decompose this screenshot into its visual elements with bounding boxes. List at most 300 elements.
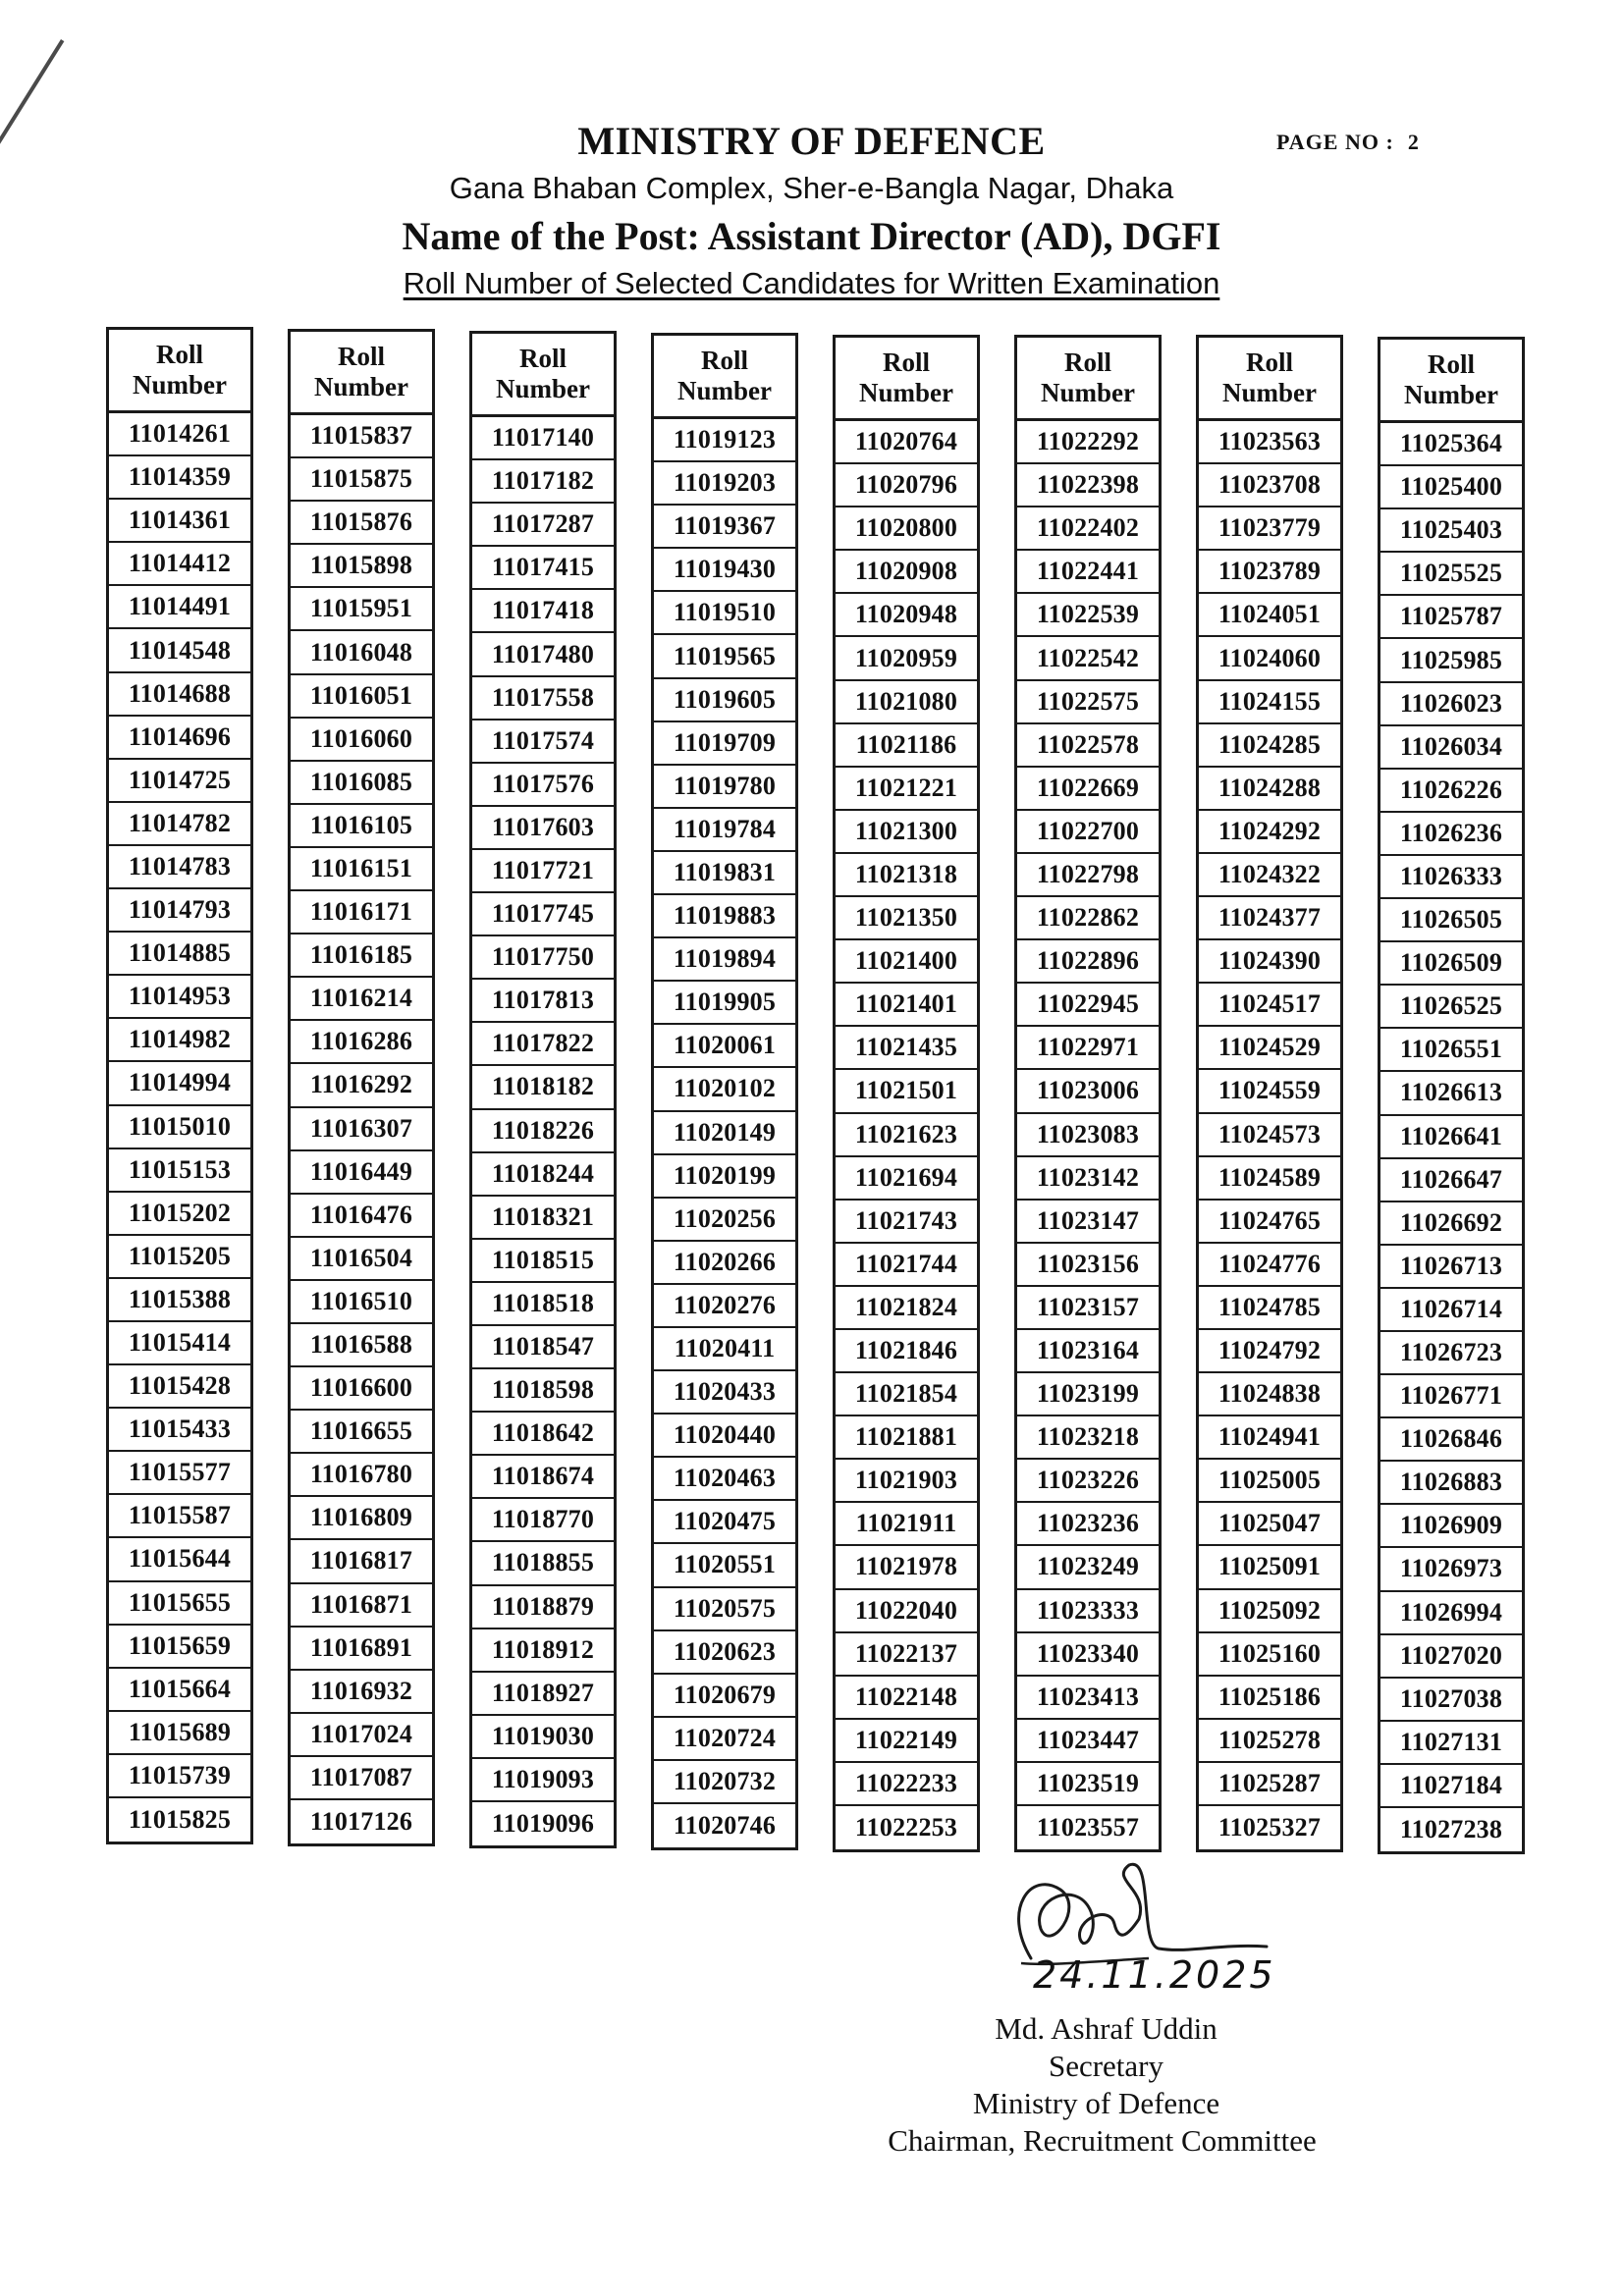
roll-number-cell: 11015388	[109, 1279, 250, 1322]
roll-number-cell: 11020276	[654, 1285, 795, 1328]
roll-number-cell: 11024589	[1199, 1157, 1340, 1201]
column-header	[472, 334, 614, 417]
roll-number-cell: 11022149	[836, 1720, 977, 1763]
roll-number-cell: 11015837	[291, 415, 432, 458]
roll-number-cell: 11021221	[836, 768, 977, 811]
roll-number-cell: 11020764	[836, 421, 977, 464]
roll-number-cell: 11024941	[1199, 1416, 1340, 1460]
roll-number-cell: 11015664	[109, 1669, 250, 1712]
column-header-line2: Number	[859, 378, 953, 407]
roll-number-cell: 11016809	[291, 1497, 432, 1540]
column-header-line1: Roll	[518, 344, 567, 373]
roll-number-cell: 11016817	[291, 1540, 432, 1583]
roll-number-cell: 11016085	[291, 762, 432, 805]
roll-number-cell: 11017087	[291, 1757, 432, 1800]
roll-number-cell: 11027020	[1380, 1635, 1522, 1679]
roll-number-cell: 11026509	[1380, 942, 1522, 986]
roll-number-cell: 11019894	[654, 938, 795, 982]
roll-number-cell: 11017140	[472, 417, 614, 460]
roll-number-cell: 11026023	[1380, 683, 1522, 726]
column-header-line2: Number	[1404, 380, 1498, 409]
roll-number-cell: 11025364	[1380, 423, 1522, 466]
roll-number-cell: 11023779	[1199, 507, 1340, 551]
page-number-value: 2	[1407, 130, 1420, 154]
roll-number-cell: 11023147	[1017, 1201, 1159, 1244]
roll-number-cell: 11026551	[1380, 1029, 1522, 1072]
roll-number-cell: 11016476	[291, 1195, 432, 1238]
roll-number-cell: 11015825	[128, 1805, 232, 1835]
roll-number-cell: 11014359	[109, 456, 250, 500]
roll-number-cell: 11025403	[1380, 509, 1522, 553]
roll-number-cell: 11023226	[1017, 1460, 1159, 1503]
roll-number-cell: 11024776	[1199, 1244, 1340, 1287]
roll-number-cell: 11017750	[472, 936, 614, 980]
roll-number-cell: 11020948	[836, 594, 977, 637]
roll-number-cell: 11021435	[836, 1027, 977, 1070]
roll-number-cell: 11014953	[109, 976, 250, 1019]
roll-number-cell: 11020679	[654, 1675, 795, 1718]
roll-number-cell: 11014725	[109, 760, 250, 803]
roll-number-cell: 11018879	[472, 1586, 614, 1629]
roll-number-cell: 11022148	[836, 1677, 977, 1720]
roll-number-cell: 11027184	[1380, 1765, 1522, 1808]
roll-number-cell: 11023413	[1017, 1677, 1159, 1720]
roll-number-cell: 11015433	[109, 1409, 250, 1452]
roll-number-cell: 11016871	[291, 1584, 432, 1628]
roll-number-cell: 11022669	[1017, 768, 1159, 811]
roll-number-cell: 11014412	[109, 543, 250, 586]
roll-number-cell: 11018912	[472, 1629, 614, 1673]
roll-number-cell: 11026714	[1380, 1289, 1522, 1332]
roll-number-cell: 11015644	[109, 1538, 250, 1581]
roll-number-cell: 11023249	[1017, 1546, 1159, 1589]
ministry-title: MINISTRY OF DEFENCE	[577, 119, 1046, 163]
roll-number-cell: 11018642	[472, 1413, 614, 1456]
roll-number-cell: 11025005	[1199, 1460, 1340, 1503]
roll-number-cell: 11018515	[472, 1240, 614, 1283]
roll-number-cell: 11023164	[1017, 1330, 1159, 1373]
roll-number-cell: 11014782	[109, 803, 250, 846]
roll-number-cell: 11023142	[1017, 1157, 1159, 1201]
signatory-name: Md. Ashraf Uddin	[995, 2011, 1217, 2046]
column-header-line1: Roll	[1245, 347, 1293, 377]
roll-number-cell: 11020061	[654, 1025, 795, 1068]
roll-number-cell: 11026505	[1380, 899, 1522, 942]
roll-number-cell: 11017418	[472, 590, 614, 633]
roll-number-cell: 11017558	[472, 677, 614, 721]
roll-number-cell: 11015202	[109, 1193, 250, 1236]
roll-number-cell: 11016051	[291, 675, 432, 719]
roll-number-cell: 11026034	[1380, 726, 1522, 770]
roll-number-cell: 11020800	[836, 507, 977, 551]
signatory-committee: Chairman, Recruitment Committee	[888, 2123, 1317, 2158]
roll-number-cell: 11024517	[1199, 984, 1340, 1027]
roll-number-cell: 11014793	[109, 889, 250, 933]
roll-number-cell: 11020724	[654, 1718, 795, 1761]
roll-number-cell: 11022542	[1017, 637, 1159, 680]
roll-number-cell: 11020411	[654, 1328, 795, 1371]
roll-number-cell: 11026525	[1380, 986, 1522, 1029]
roll-number-cell: 11019510	[654, 592, 795, 635]
roll-number-cell: 11021824	[836, 1287, 977, 1330]
roll-number-cell: 11026713	[1380, 1246, 1522, 1289]
roll-number-cell: 11019096	[491, 1809, 595, 1839]
column-header-line1: Roll	[337, 342, 385, 371]
roll-number-cell: 11019780	[654, 766, 795, 809]
roll-number-cell: 11016060	[291, 719, 432, 762]
roll-number-cell: 11016891	[291, 1628, 432, 1671]
roll-column	[288, 329, 435, 1846]
signatory-ministry: Ministry of Defence	[972, 2086, 1220, 2120]
roll-number-cell: 11022700	[1017, 811, 1159, 854]
roll-number-cell: 11019093	[472, 1759, 614, 1802]
roll-number-cell: 11024051	[1199, 594, 1340, 637]
roll-number-cell: 11018855	[472, 1542, 614, 1585]
roll-number-cell: 11024573	[1199, 1114, 1340, 1157]
roll-number-cell: 11021903	[836, 1460, 977, 1503]
roll-number-cell: 11024838	[1199, 1373, 1340, 1416]
roll-number-cell: 11023447	[1017, 1720, 1159, 1763]
roll-number-cell: 11015205	[109, 1236, 250, 1279]
post-name: Name of the Post: Assistant Director (AD), DGFI	[402, 214, 1221, 258]
column-header-line1: Roll	[1063, 347, 1111, 377]
roll-number-cell: 11024390	[1199, 940, 1340, 984]
roll-number-cell: 11014783	[109, 846, 250, 889]
roll-number-cell: 11017813	[472, 980, 614, 1023]
column-header-line2: Number	[1041, 378, 1135, 407]
roll-number-cell: 11019905	[654, 982, 795, 1025]
column-header	[1017, 338, 1159, 421]
roll-number-cell: 11016214	[291, 978, 432, 1021]
roll-number-cell: 11021318	[836, 854, 977, 897]
roll-number-cell: 11024155	[1199, 681, 1340, 724]
roll-number-cell: 11026333	[1380, 856, 1522, 899]
roll-number-cell: 11021846	[836, 1330, 977, 1373]
roll-number-cell: 11026771	[1380, 1375, 1522, 1418]
roll-number-cell: 11016307	[291, 1108, 432, 1151]
roll-number-cell: 11020102	[654, 1068, 795, 1111]
roll-number-cell: 11016292	[291, 1064, 432, 1107]
roll-number-cell: 11023519	[1017, 1763, 1159, 1806]
roll-number-cell: 11022441	[1017, 551, 1159, 594]
roll-number-cell: 11015153	[109, 1149, 250, 1193]
roll-number-cell: 11023340	[1017, 1633, 1159, 1677]
roll-number-cell: 11026883	[1380, 1462, 1522, 1505]
roll-number-cell: 11017415	[472, 547, 614, 590]
roll-number-cell: 11015876	[291, 502, 432, 545]
roll-number-cell: 11014885	[109, 933, 250, 976]
roll-number-cell: 11020475	[654, 1501, 795, 1544]
roll-number-cell: 11016780	[291, 1454, 432, 1497]
roll-number-cell: 11016504	[291, 1238, 432, 1281]
column-header	[836, 338, 977, 421]
roll-number-cell: 11015010	[109, 1106, 250, 1149]
roll-number-cell: 11020623	[654, 1631, 795, 1675]
roll-number-cell: 11015875	[291, 458, 432, 502]
roll-number-cell: 11021401	[836, 984, 977, 1027]
column-header	[654, 336, 795, 419]
roll-number-cell: 11014994	[109, 1062, 250, 1105]
roll-number-cell: 11019831	[654, 852, 795, 895]
roll-number-cell: 11022040	[836, 1590, 977, 1633]
column-header-line2: Number	[314, 372, 408, 401]
roll-number-cell: 11024377	[1199, 897, 1340, 940]
roll-number-cell: 11016105	[291, 805, 432, 848]
roll-number-cell: 11023789	[1199, 551, 1340, 594]
roll-number-cell: 11023006	[1017, 1070, 1159, 1113]
roll-number-cell: 11019430	[654, 549, 795, 592]
roll-number-cell: 11017287	[472, 504, 614, 547]
column-header-line2: Number	[677, 376, 772, 405]
roll-number-cell: 11018518	[472, 1283, 614, 1326]
roll-column	[1378, 337, 1525, 1854]
roll-number-cell: 11025787	[1380, 596, 1522, 639]
roll-number-cell: 11018927	[472, 1673, 614, 1716]
roll-number-cell: 11020959	[836, 637, 977, 680]
roll-number-cell: 11022578	[1017, 724, 1159, 768]
roll-number-cell: 11018244	[472, 1153, 614, 1197]
roll-number-cell: 11016600	[291, 1367, 432, 1411]
roll-number-cell: 11022233	[836, 1763, 977, 1806]
roll-number-cell: 11017721	[472, 850, 614, 893]
column-header	[291, 332, 432, 415]
signatory-title: Secretary	[1048, 2049, 1164, 2083]
roll-number-cell: 11027038	[1380, 1679, 1522, 1722]
roll-number-cell: 11019883	[654, 895, 795, 938]
roll-number-cell: 11025160	[1199, 1633, 1340, 1677]
roll-number-cell: 11018598	[472, 1369, 614, 1413]
column-header-line2: Number	[496, 374, 590, 403]
column-header-line2: Number	[1222, 378, 1317, 407]
roll-number-cell: 11024060	[1199, 637, 1340, 680]
roll-number-cell: 11024559	[1199, 1070, 1340, 1113]
roll-number-cell: 11024765	[1199, 1201, 1340, 1244]
roll-number-cell: 11024792	[1199, 1330, 1340, 1373]
column-header-line1: Roll	[155, 340, 203, 369]
roll-number-cell: 11023156	[1017, 1244, 1159, 1287]
roll-number-cell: 11021350	[836, 897, 977, 940]
roll-number-cell: 11014982	[109, 1019, 250, 1062]
column-header-line1: Roll	[700, 346, 748, 375]
roll-number-cell: 11025091	[1199, 1546, 1340, 1589]
roll-number-cell: 11026647	[1380, 1159, 1522, 1202]
column-header-line2: Number	[133, 370, 227, 400]
roll-number-cell: 11022971	[1017, 1027, 1159, 1070]
roll-number-cell: 11015655	[109, 1582, 250, 1626]
roll-number-cell: 11024285	[1199, 724, 1340, 768]
roll-number-cell: 11025327	[1217, 1813, 1322, 1842]
roll-number-cell: 11016510	[291, 1281, 432, 1324]
roll-number-cell: 11020732	[654, 1761, 795, 1804]
roll-number-cell: 11024288	[1199, 768, 1340, 811]
roll-number-cell: 11014696	[109, 717, 250, 760]
roll-number-cell: 11014688	[109, 673, 250, 717]
roll-number-cell: 11017182	[472, 460, 614, 504]
roll-number-cell: 11026236	[1380, 813, 1522, 856]
roll-number-cell: 11019123	[654, 419, 795, 462]
roll-number-cell: 11017574	[472, 721, 614, 764]
roll-number-cell: 11019030	[472, 1716, 614, 1759]
roll-number-cell: 11020908	[836, 551, 977, 594]
roll-number-cell: 11016185	[291, 934, 432, 978]
roll-number-cell: 11017822	[472, 1023, 614, 1066]
roll-number-cell: 11025278	[1199, 1720, 1340, 1763]
roll-number-cell: 11024529	[1199, 1027, 1340, 1070]
roll-number-cell: 11016932	[291, 1671, 432, 1714]
roll-number-cell: 11017126	[309, 1807, 413, 1837]
roll-number-cell: 11026613	[1380, 1072, 1522, 1115]
roll-number-cell: 11016588	[291, 1324, 432, 1367]
roll-number-cell: 11017745	[472, 893, 614, 936]
roll-number-cell: 11023236	[1017, 1503, 1159, 1546]
roll-column	[1196, 335, 1343, 1852]
roll-number-cell: 11021300	[836, 811, 977, 854]
roll-number-cell: 11020256	[654, 1199, 795, 1242]
roll-number-cell: 11026226	[1380, 770, 1522, 813]
roll-number-cell: 11025092	[1199, 1590, 1340, 1633]
roll-number-cell: 11015414	[109, 1322, 250, 1365]
roll-number-cell: 11020746	[673, 1811, 777, 1841]
roll-number-cell: 11015689	[109, 1712, 250, 1755]
roll-number-cell: 11021623	[836, 1114, 977, 1157]
signature-date: 24.11.2025	[1033, 1953, 1276, 1997]
roll-number-cell: 11023157	[1017, 1287, 1159, 1330]
roll-number-cell: 11014491	[109, 586, 250, 629]
roll-number-cell: 11022402	[1017, 507, 1159, 551]
document-header	[0, 116, 1623, 304]
roll-number-cell: 11015587	[109, 1495, 250, 1538]
roll-number-cell: 11022798	[1017, 854, 1159, 897]
column-header-line1: Roll	[882, 347, 930, 377]
roll-number-cell: 11022292	[1017, 421, 1159, 464]
roll-number-cell: 11025287	[1199, 1763, 1340, 1806]
roll-number-cell: 11026641	[1380, 1116, 1522, 1159]
roll-column	[833, 335, 980, 1852]
roll-number-cell: 11021400	[836, 940, 977, 984]
roll-number-cell: 11014261	[109, 413, 250, 456]
roll-number-cell: 11016286	[291, 1021, 432, 1064]
roll-number-cell: 11025400	[1380, 466, 1522, 509]
roll-number-cell: 11023708	[1199, 464, 1340, 507]
roll-number-cell: 11015577	[109, 1452, 250, 1495]
roll-number-cell: 11022896	[1017, 940, 1159, 984]
roll-number-cell: 11018226	[472, 1110, 614, 1153]
roll-number-cell: 11018770	[472, 1499, 614, 1542]
roll-number-cell: 11020433	[654, 1371, 795, 1415]
roll-number-cell: 11026909	[1380, 1505, 1522, 1548]
roll-number-cell: 11017024	[291, 1714, 432, 1757]
roll-number-cell: 11022575	[1017, 681, 1159, 724]
roll-number-cell: 11020463	[654, 1458, 795, 1501]
roll-number-cell: 11021854	[836, 1373, 977, 1416]
roll-number-cell: 11015739	[109, 1755, 250, 1798]
roll-number-cell: 11026692	[1380, 1202, 1522, 1246]
list-subtitle: Roll Number of Selected Candidates for Written Examination	[403, 266, 1220, 300]
roll-number-cell: 11015428	[109, 1365, 250, 1409]
roll-number-cell: 11020551	[654, 1544, 795, 1587]
roll-number-cell: 11016048	[291, 631, 432, 674]
roll-number-cell: 11023333	[1017, 1590, 1159, 1633]
roll-number-cell: 11019784	[654, 809, 795, 852]
roll-number-cell: 11020575	[654, 1588, 795, 1631]
roll-number-cell: 11022137	[836, 1633, 977, 1677]
column-header	[1199, 338, 1340, 421]
roll-number-cell: 11022398	[1017, 464, 1159, 507]
roll-number-cell: 11018182	[472, 1066, 614, 1109]
column-header-line1: Roll	[1427, 349, 1475, 379]
roll-number-cell: 11021501	[836, 1070, 977, 1113]
roll-number-cell: 11024785	[1199, 1287, 1340, 1330]
roll-number-cell: 11014548	[109, 629, 250, 672]
roll-number-cell: 11015659	[109, 1626, 250, 1669]
roll-number-cell: 11023563	[1199, 421, 1340, 464]
roll-number-tables	[106, 327, 1540, 1858]
roll-number-cell: 11019203	[654, 462, 795, 506]
roll-number-cell: 11019709	[654, 722, 795, 766]
roll-number-cell: 11021080	[836, 681, 977, 724]
roll-number-cell: 11020266	[654, 1242, 795, 1285]
roll-number-cell: 11015951	[291, 588, 432, 631]
roll-number-cell: 11025525	[1380, 553, 1522, 596]
roll-number-cell: 11017576	[472, 764, 614, 807]
roll-number-cell: 11020796	[836, 464, 977, 507]
roll-number-cell: 11018674	[472, 1456, 614, 1499]
roll-number-cell: 11021743	[836, 1201, 977, 1244]
roll-number-cell: 11021911	[836, 1503, 977, 1546]
roll-number-cell: 11016171	[291, 891, 432, 934]
roll-number-cell: 11026994	[1380, 1592, 1522, 1635]
ministry-address: Gana Bhaban Complex, Sher-e-Bangla Nagar, Dhaka	[449, 171, 1174, 205]
roll-number-cell: 11018321	[472, 1197, 614, 1240]
roll-number-cell: 11023199	[1017, 1373, 1159, 1416]
roll-number-cell: 11019605	[654, 679, 795, 722]
roll-column	[1014, 335, 1162, 1852]
roll-column	[469, 331, 617, 1848]
roll-number-cell: 11023557	[1036, 1813, 1140, 1842]
roll-number-cell: 11016655	[291, 1411, 432, 1454]
roll-number-cell: 11016151	[291, 848, 432, 891]
roll-number-cell: 11024322	[1199, 854, 1340, 897]
roll-number-cell: 11020149	[654, 1112, 795, 1155]
signatory-block	[0, 2010, 1623, 2160]
column-header	[1380, 340, 1522, 423]
roll-column	[106, 327, 253, 1844]
roll-number-cell: 11021694	[836, 1157, 977, 1201]
roll-number-cell: 11021881	[836, 1416, 977, 1460]
roll-number-cell: 11022945	[1017, 984, 1159, 1027]
roll-number-cell: 11021186	[836, 724, 977, 768]
roll-number-cell: 11022862	[1017, 897, 1159, 940]
roll-number-cell: 11017603	[472, 807, 614, 850]
roll-number-cell: 11023083	[1017, 1114, 1159, 1157]
roll-number-cell: 11026973	[1380, 1548, 1522, 1591]
roll-number-cell: 11026846	[1380, 1418, 1522, 1462]
roll-number-cell: 11019565	[654, 635, 795, 678]
page-number-label: PAGE NO :	[1276, 130, 1394, 154]
roll-column	[651, 333, 798, 1850]
roll-number-cell: 11020440	[654, 1415, 795, 1458]
roll-number-cell: 11022253	[854, 1813, 958, 1842]
roll-number-cell: 11024292	[1199, 811, 1340, 854]
roll-number-cell: 11027131	[1380, 1722, 1522, 1765]
roll-number-cell: 11022539	[1017, 594, 1159, 637]
roll-number-cell: 11025985	[1380, 639, 1522, 682]
roll-number-cell: 11017480	[472, 633, 614, 676]
roll-number-cell: 11026723	[1380, 1332, 1522, 1375]
roll-number-cell: 11015898	[291, 545, 432, 588]
roll-number-cell: 11021744	[836, 1244, 977, 1287]
roll-number-cell: 11016449	[291, 1151, 432, 1195]
